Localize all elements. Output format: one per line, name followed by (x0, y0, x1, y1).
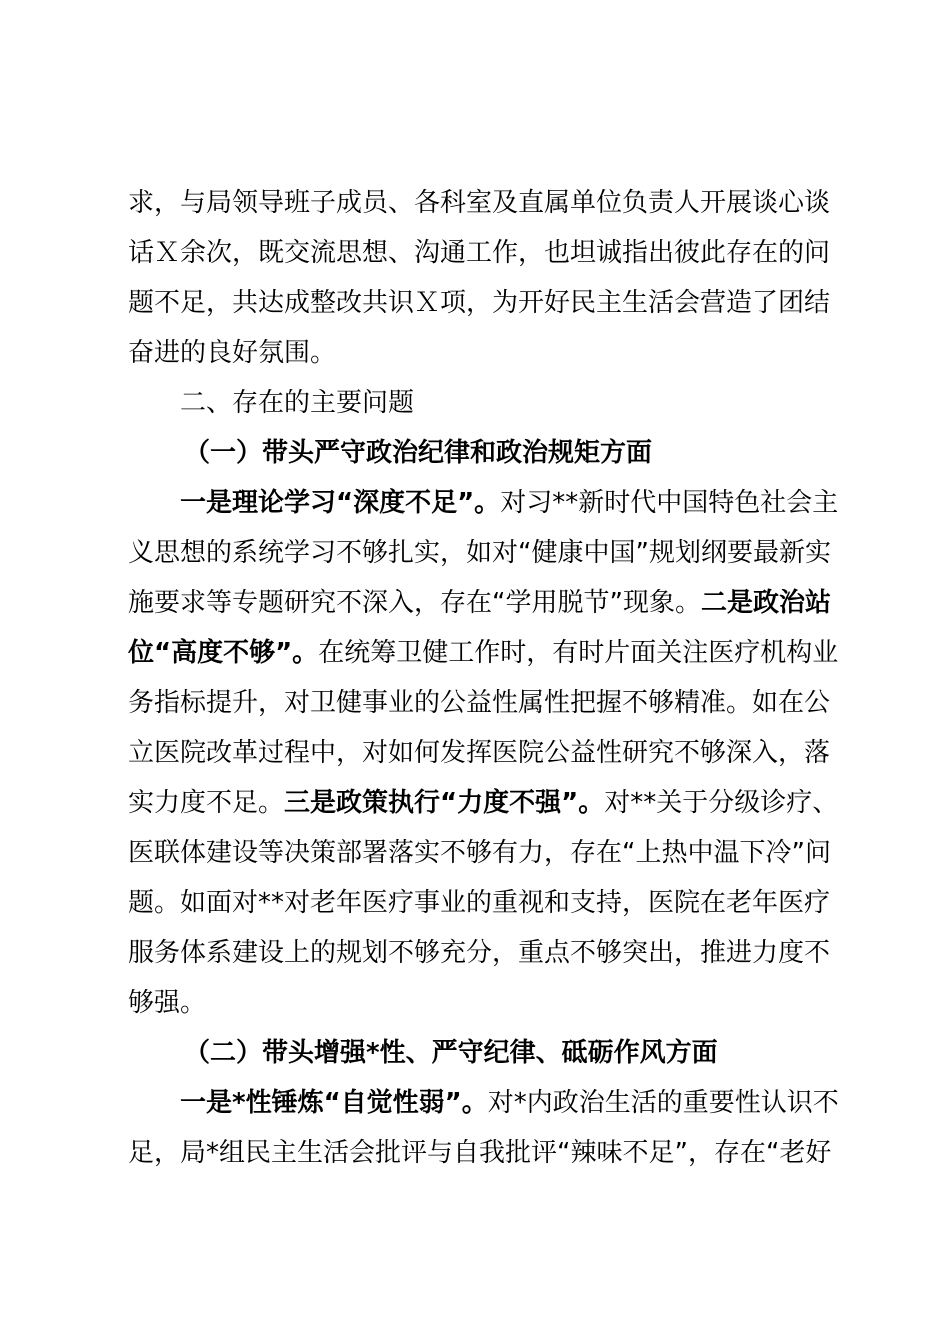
text-segment: 对习**新时代中国特色社会主 (500, 488, 839, 518)
text-segment: 务指标提升，对卫健事业的公益性属性把握不够精准。如在公 (128, 688, 831, 718)
text-line (128, 1128, 832, 1178)
text-line (128, 278, 832, 328)
text-segment: 在统筹卫健工作时，有时片面关注医疗机构业 (318, 638, 839, 668)
subsection-heading (128, 428, 832, 478)
text-line (128, 828, 832, 878)
text-segment: 立医院改革过程中，对如何发挥医院公益性研究不够深入，落 (128, 738, 831, 768)
text-segment: 实力度不足。 (128, 788, 285, 818)
text-line (128, 978, 832, 1028)
text-line (128, 578, 832, 628)
text-segment: 二、存在的主要问题 (180, 388, 415, 418)
text-line (128, 728, 832, 778)
document-body (128, 178, 839, 1178)
text-line (128, 178, 832, 228)
text-segment: 题不足，共达成整改共识Ｘ项，为开好民主生活会营造了团结 (128, 288, 831, 318)
text-segment: 医联体建设等决策部署落实不够有力，存在“上热中温下冷”问 (128, 838, 831, 868)
subsection-heading (128, 1028, 832, 1078)
text-segment: 二是政治站 (700, 588, 831, 618)
text-line (128, 778, 839, 828)
text-segment: 一是理论学习“深度不足”。 (180, 488, 501, 518)
text-segment: 施要求等专题研究不深入，存在“学用脱节”现象。 (128, 588, 701, 618)
text-segment: 奋进的良好氛围。 (128, 338, 337, 368)
text-segment: 服务体系建设上的规划不够充分，重点不够突出，推进力度不 (128, 938, 831, 968)
text-segment: 位“高度不够”。 (128, 638, 319, 668)
text-line (128, 478, 839, 528)
text-segment: 对*内政治生活的重要性认识不 (487, 1088, 839, 1118)
text-line (128, 628, 839, 678)
text-line (128, 328, 832, 378)
section-heading (128, 378, 832, 428)
text-segment: 足，局*组民主生活会批评与自我批评“辣味不足”，存在“老好 (128, 1138, 832, 1168)
text-line (128, 678, 832, 728)
text-segment: 义思想的系统学习不够扎实，如对“健康中国”规划纲要最新实 (128, 538, 831, 568)
text-segment: 求，与局领导班子成员、各科室及直属单位负责人开展谈心谈 (128, 188, 831, 218)
text-segment: 三是政策执行“力度不强”。 (284, 788, 605, 818)
text-line (128, 528, 832, 578)
text-line (128, 1078, 839, 1128)
text-segment: 一是*性锤炼“自觉性弱”。 (180, 1088, 488, 1118)
text-segment: （一）带头严守政治纪律和政治规矩方面 (184, 438, 653, 468)
text-segment: 对**关于分级诊疗、 (604, 788, 839, 818)
text-segment: 够强。 (128, 988, 207, 1018)
text-line (128, 878, 832, 928)
text-line (128, 228, 832, 278)
text-segment: 题。如面对**对老年医疗事业的重视和支持，医院在老年医疗 (128, 888, 831, 918)
text-segment: （二）带头增强*性、严守纪律、砥砺作风方面 (184, 1038, 718, 1068)
text-segment: 话Ｘ余次，既交流思想、沟通工作，也坦诚指出彼此存在的问 (128, 238, 831, 268)
text-line (128, 928, 832, 978)
